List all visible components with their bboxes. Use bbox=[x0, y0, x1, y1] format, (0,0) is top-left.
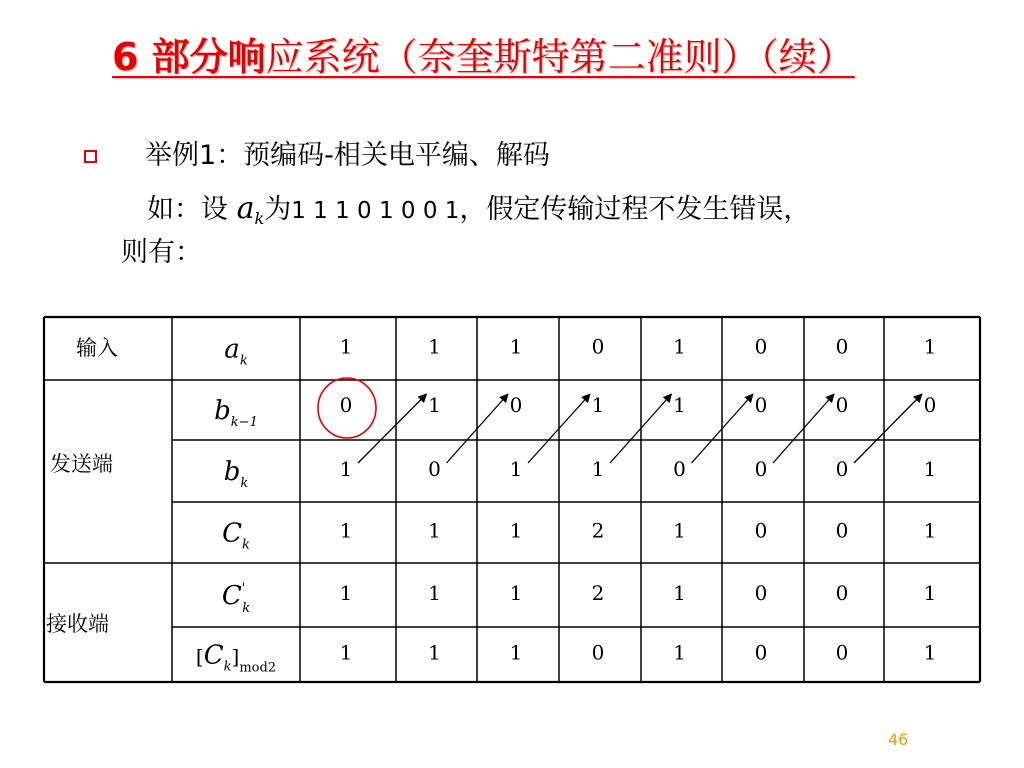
table-cell: 1 bbox=[673, 640, 686, 665]
table-cell: 1 bbox=[509, 581, 523, 605]
table-cell: 1 bbox=[339, 518, 353, 543]
table-cell: 1 bbox=[339, 457, 353, 481]
desc-prefix: 如：设 bbox=[147, 194, 237, 225]
table-cell: 0 bbox=[835, 457, 849, 481]
row-label-input: 输入 bbox=[76, 336, 118, 360]
desc-digits: 1 1 1 0 1 0 0 1 bbox=[291, 198, 460, 224]
row-variable: $a_k$ bbox=[224, 334, 248, 369]
table-cell: 1 bbox=[509, 457, 523, 481]
table-cell: 1 bbox=[923, 334, 937, 359]
table-cell: 1 bbox=[509, 518, 523, 543]
table-cell: 1 bbox=[509, 640, 523, 665]
table-cell: 0 bbox=[339, 393, 353, 417]
table-cell: 0 bbox=[754, 518, 768, 543]
table-cell: 1 bbox=[509, 334, 523, 359]
table-cell: 1 bbox=[339, 640, 353, 665]
table-cell: 0 bbox=[591, 334, 605, 359]
table-cell: 0 bbox=[835, 640, 849, 665]
table-cell: 0 bbox=[509, 393, 523, 417]
row-variable: C' k bbox=[221, 581, 251, 616]
table-cell: 0 bbox=[835, 393, 849, 417]
desc-suffix: ，假定传输过程不发生错误， bbox=[459, 194, 811, 225]
table-cell: 1 bbox=[673, 393, 686, 417]
table-cell: 0 bbox=[591, 640, 605, 665]
table-cell: 1 bbox=[591, 457, 605, 481]
table-cell: 0 bbox=[754, 640, 768, 665]
table-cell: 1 bbox=[673, 334, 686, 359]
example-heading: 举例1：预编码-相关电平编、解码 bbox=[145, 140, 550, 171]
example-then: 则有： bbox=[121, 237, 202, 268]
table-cell: 1 bbox=[591, 393, 605, 417]
desc-var-a: a bbox=[236, 191, 255, 226]
table-cell: 0 bbox=[835, 581, 849, 605]
table-cell: 1 bbox=[428, 640, 441, 665]
table-cell: 0 bbox=[923, 393, 937, 417]
table-variables bbox=[196, 335, 276, 676]
table-cell: 1 bbox=[923, 640, 937, 665]
slide-title-bold: 6 部分响 bbox=[112, 35, 266, 79]
table-cell: 1 bbox=[923, 581, 937, 605]
table-cell: 0 bbox=[835, 518, 849, 543]
table-cell: 0 bbox=[754, 457, 768, 481]
table-cell: 2 bbox=[591, 518, 605, 543]
table-cell: 0 bbox=[428, 457, 441, 481]
page-number: 46 bbox=[888, 730, 909, 749]
table-cell: 1 bbox=[923, 518, 937, 543]
table-cell: 1 bbox=[428, 393, 441, 417]
table-cell: 1 bbox=[339, 334, 353, 359]
desc-var-a-sub: k bbox=[254, 209, 265, 228]
row-variable: $C_k$ bbox=[222, 518, 250, 553]
table-cells bbox=[340, 335, 937, 665]
table-cell: 1 bbox=[428, 518, 441, 543]
table-cell: 1 bbox=[923, 457, 937, 481]
propagation-arrow bbox=[854, 394, 922, 463]
slide-title-rest: 应系统（奈奎斯特第二准则）（续） bbox=[265, 35, 855, 79]
row-variable: $b_{k-1}$ bbox=[214, 396, 258, 430]
row-variable: $[C_k]_{mod2}$ bbox=[195, 640, 277, 676]
table-cell: 2 bbox=[591, 581, 605, 605]
table-cell: 1 bbox=[428, 334, 441, 359]
table-cell: 1 bbox=[673, 581, 686, 605]
desc-wei: 为 bbox=[264, 194, 292, 225]
table-cell: 0 bbox=[754, 393, 768, 417]
table-cell: 1 bbox=[428, 581, 441, 605]
table-cell: 1 bbox=[339, 581, 353, 605]
table-cell: 0 bbox=[835, 334, 849, 359]
table-cell: 1 bbox=[673, 518, 686, 543]
table-cell: 0 bbox=[673, 457, 686, 481]
table-cell: 0 bbox=[754, 581, 768, 605]
table-row-labels bbox=[46, 336, 118, 636]
table-cell: 0 bbox=[754, 334, 768, 359]
row-variable: $b_k$ bbox=[223, 457, 249, 491]
table-grid bbox=[44, 317, 980, 682]
row-label-sender: 发送端 bbox=[50, 452, 113, 476]
row-label-receiver: 接收端 bbox=[46, 612, 109, 636]
